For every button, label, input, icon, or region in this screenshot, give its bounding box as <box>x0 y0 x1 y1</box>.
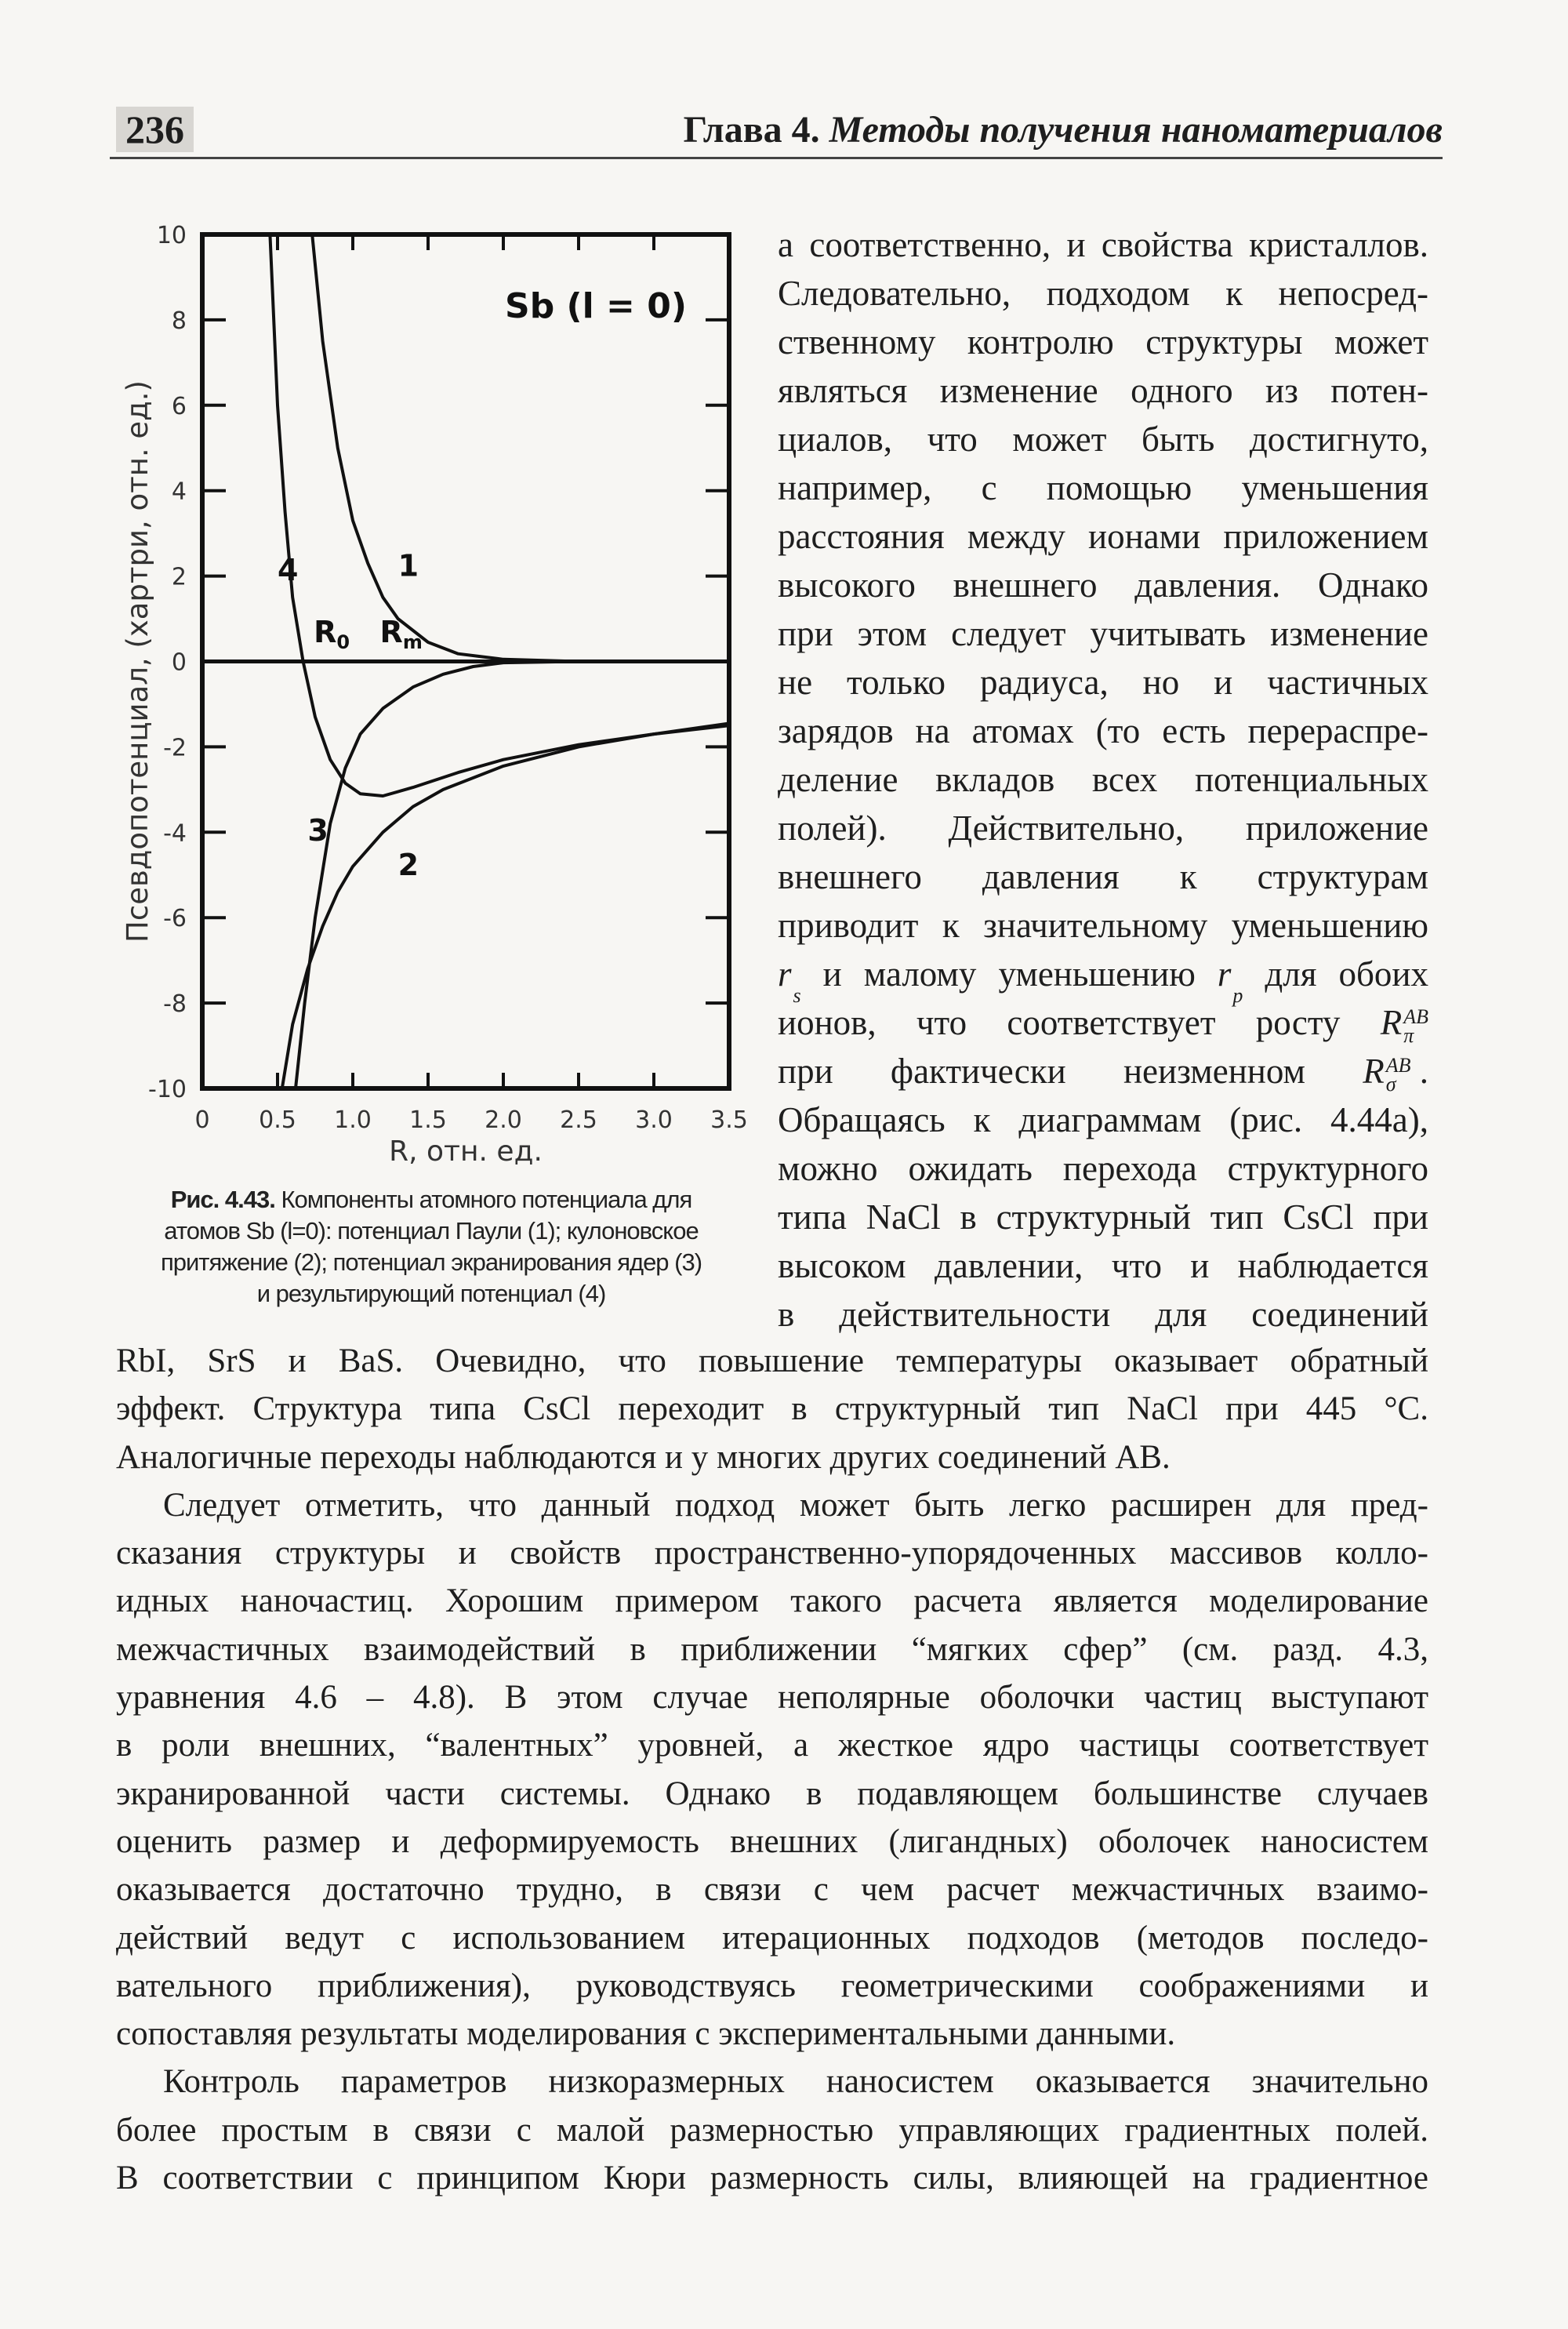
text-line: полей). Действительно, приложение <box>778 808 1428 848</box>
y-axis-label: Псевдопотенциал, (хартри, отн. ед.) <box>121 380 154 943</box>
text-line <box>778 950 1428 1007</box>
x-tick-label: 2.5 <box>560 1106 597 1134</box>
text-line: деление вкладов всех потенциальных <box>778 760 1428 799</box>
word: обоих <box>1338 954 1428 994</box>
curve-label <box>314 615 350 653</box>
text-line: эффект. Структура типа CsCl переходит в структурный тип NaCl при 445 °C. <box>116 1390 1428 1428</box>
chapter-number: Глава 4. <box>683 109 820 151</box>
curve-label <box>398 848 419 882</box>
math-symbol <box>1217 950 1243 1007</box>
text-line: RbI, SrS и BaS. Очевидно, что повышение температуры оказывает обратный <box>116 1343 1428 1379</box>
text-line: действий ведут с использованием итерационных подходов (методов последо- <box>116 1919 1428 1957</box>
word: при <box>778 1052 833 1091</box>
x-tick-label: 3.5 <box>710 1106 748 1134</box>
text-line: при этом следует учитывать изменение <box>778 614 1428 653</box>
label-text: 2 <box>397 847 419 882</box>
math-var: r <box>1217 954 1232 994</box>
word: уменьшению <box>998 954 1196 994</box>
text-line: Аналогичные переходы наблюдаются и у многих других соединений AB. <box>116 1438 1171 1476</box>
right-column-text <box>778 220 1428 1339</box>
y-tick-label: -6 <box>163 905 187 933</box>
text-line: межчастичных взаимодействий в приближении “мягких сфер” (см. разд. 4.3, <box>116 1630 1428 1668</box>
x-tick-label: 0.5 <box>259 1106 296 1134</box>
word: и <box>822 954 842 994</box>
curve-3 <box>296 662 729 1089</box>
page-number: 236 <box>116 107 194 152</box>
text-line: Обращаясь к диаграммам (рис. 4.44а), <box>778 1100 1428 1139</box>
text-line: оказывается достаточно трудно, в связи с чем расчет межчастичных взаимо- <box>116 1871 1428 1909</box>
text-line: расстояния между ионами приложением <box>778 517 1428 556</box>
caption-line: притяжение (2); потенциал экранирования ядер (3) <box>160 1248 702 1276</box>
curve-label <box>278 553 298 587</box>
y-tick-label: -8 <box>163 990 187 1019</box>
curve-label <box>380 615 423 653</box>
curve-2 <box>282 724 729 1089</box>
text-line: в действительности для соединений <box>778 1295 1428 1334</box>
curve-label <box>398 549 419 583</box>
math-symbol <box>778 950 801 1007</box>
x-tick-label: 3.0 <box>635 1106 673 1134</box>
label-text: R <box>314 614 337 649</box>
caption-label: Рис. 4.43. <box>170 1186 275 1213</box>
label-subscript: 0 <box>336 630 350 653</box>
y-tick-label: 2 <box>171 563 187 591</box>
x-axis-label: R, отн. ед. <box>389 1135 543 1168</box>
text-line: ственному контролю структуры может <box>778 322 1428 362</box>
body-text <box>116 1337 1428 2202</box>
text-line: сопоставляя результаты моделирования с экспериментальными данными. <box>116 2015 1176 2053</box>
text-line: например, с помощью уменьшения <box>778 468 1428 507</box>
subscript: π <box>1403 1023 1414 1047</box>
x-tick-label: 0 <box>194 1106 210 1134</box>
label-text: 4 <box>278 553 299 588</box>
text-line: циалов, что может быть достигнуто, <box>778 420 1428 459</box>
text-line: не только радиуса, но и частичных <box>778 663 1428 702</box>
word: что <box>916 1003 967 1042</box>
subscript: σ <box>1385 1072 1396 1095</box>
y-tick-label: -2 <box>163 734 187 762</box>
word: для <box>1265 954 1317 994</box>
text-line: можно ожидать перехода структурного <box>778 1149 1428 1188</box>
y-tick-label: 4 <box>171 478 187 506</box>
text-line: Следовательно, подходом к непосред- <box>778 274 1428 313</box>
math-var: R <box>1380 1003 1403 1042</box>
y-tick-label: -4 <box>163 819 187 848</box>
caption-line: Компоненты атомного потенциала для <box>281 1186 692 1213</box>
text-line: экранированной части системы. Однако в подавляющем большинстве случаев <box>116 1775 1428 1812</box>
chart-title: Sb (l = 0) <box>505 286 687 326</box>
text-line: являться изменение одного из потен- <box>778 371 1428 410</box>
text-line: а соответственно, и свойства кристаллов. <box>778 225 1428 264</box>
text-line: сказания структуры и свойств пространственно-упорядоченных массивов колло- <box>116 1535 1428 1572</box>
subscript: s <box>793 983 801 1007</box>
superscript: AB <box>1403 1005 1428 1028</box>
label-text: R <box>379 614 403 649</box>
punct: . <box>1410 1052 1428 1091</box>
math-symbol <box>1381 998 1428 1047</box>
text-line: В соответствии с принципом Кюри размерность силы, влияющей на градиентное <box>116 2160 1428 2197</box>
text-line: зарядов на атомах (то есть перераспре- <box>778 711 1428 750</box>
x-tick-label: 1.5 <box>409 1106 447 1134</box>
text-line: идных наночастиц. Хорошим примером такого расчета является моделирование <box>116 1582 1428 1620</box>
word: неизменном <box>1123 1052 1305 1091</box>
text-line: Контроль параметров низкоразмерных наносистем оказывается значительно <box>163 2063 1428 2101</box>
figure-caption <box>110 1184 753 1310</box>
y-tick-label: 10 <box>156 222 187 249</box>
text-line: приводит к значительному уменьшению <box>778 906 1428 945</box>
text-line: высокого внешнего давления. Однако <box>778 565 1428 605</box>
text-line: внешнего давления к структурам <box>778 857 1428 896</box>
subscript: p <box>1232 983 1243 1007</box>
y-tick-label: 8 <box>171 307 187 335</box>
label-text: 1 <box>397 548 419 583</box>
text-line <box>778 1047 1428 1095</box>
text-line: в роли внешних, “валентных” уровней, а жесткое ядро частицы соответствует <box>116 1727 1428 1764</box>
text-line: более простым в связи с малой размерностью управляющих градиентных полей. <box>116 2111 1428 2149</box>
text-line: оценить размер и деформируемость внешних (лигандных) оболочек наносистем <box>116 1822 1428 1860</box>
word: соответствует <box>1007 1003 1216 1042</box>
x-tick-label: 1.0 <box>334 1106 372 1134</box>
math-var: R <box>1363 1052 1385 1091</box>
text-line <box>778 998 1428 1047</box>
text-line: типа NaCl в структурный тип CsCl при <box>778 1197 1428 1237</box>
y-tick-label: 0 <box>171 649 187 677</box>
math-symbol <box>1363 1047 1428 1095</box>
text-line: вательного приближения), руководствуясь геометрическими соображениями и <box>116 1967 1428 2004</box>
label-subscript: m <box>402 630 423 653</box>
label-text: 3 <box>307 813 328 848</box>
word: ионов, <box>778 1003 877 1042</box>
word: малому <box>863 954 977 994</box>
x-tick-label: 2.0 <box>485 1106 522 1134</box>
y-tick-label: 6 <box>171 392 187 420</box>
text-line: Следует отметить, что данный подход может быть легко расширен для пред- <box>163 1486 1428 1524</box>
math-var: r <box>778 954 792 994</box>
caption-line: атомов Sb (l=0): потенциал Паули (1); кулоновское <box>164 1217 699 1244</box>
curve-label <box>307 813 328 848</box>
y-tick-label: -10 <box>148 1076 187 1103</box>
word: росту <box>1255 1003 1341 1042</box>
word: фактически <box>890 1052 1066 1091</box>
caption-line: и результирующий потенциал (4) <box>256 1280 606 1307</box>
text-line: высоком давлении, что и наблюдается <box>778 1246 1428 1285</box>
superscript: AB <box>1385 1053 1411 1077</box>
chapter-title: Методы получения наноматериалов <box>829 109 1443 151</box>
text-line: уравнения 4.6 – 4.8). В этом случае неполярные оболочки частиц выступают <box>116 1679 1428 1717</box>
